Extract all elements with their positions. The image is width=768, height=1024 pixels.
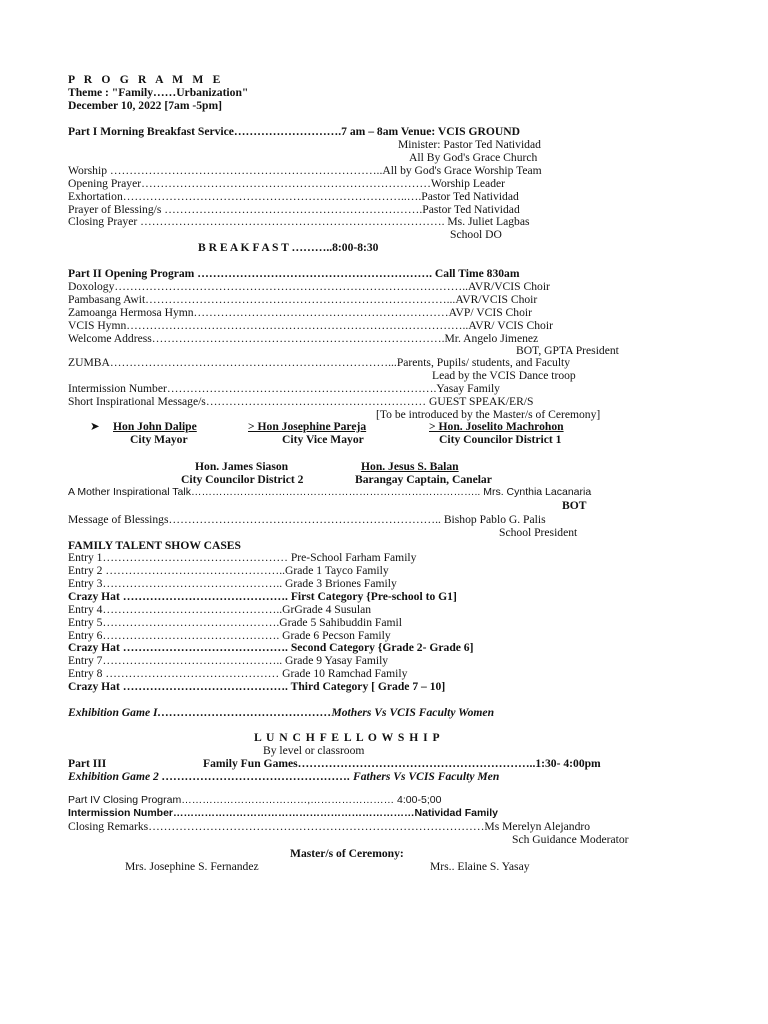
guest-role-2: City Vice Mayor (282, 433, 364, 446)
part2-dance-troop: Lead by the VCIS Dance troop (432, 369, 576, 382)
part1-church: All By God's Grace Church (409, 151, 538, 164)
mc-heading: Master/s of Ceremony: (290, 847, 404, 860)
part2-introduced-note: [To be introduced by the Master/s of Ceremony] (376, 408, 601, 421)
part2-item-doxology: Doxology………………………………………………………………………………..AVR/VCIS Choir (68, 280, 550, 293)
mother-talk-bot: BOT (562, 499, 587, 512)
part2-item-welcome: Welcome Address………………………………………………………………….Mr. Angelo Jimenez (68, 332, 539, 345)
talent-entry-7: Entry 7……………………………………….. Grade 9 Yasay Family (68, 654, 389, 667)
guest-role-5: Barangay Captain, Canelar (355, 473, 492, 486)
part1-item-prayer-blessing: Prayer of Blessing/s ………………………………………………………….Pastor Ted Natividad (68, 203, 520, 216)
guest-name-1: Hon John Dalipe (113, 420, 197, 433)
guest-name-2: > Hon Josephine Pareja (248, 420, 367, 433)
part3-title: Family Fun Games……………………………………………………..1:30- 4:00pm (203, 757, 601, 770)
part1-school-do: School DO (450, 228, 502, 241)
part2-item-hermosa-hymn: Zamoanga Hermosa Hymn…………………………………………………………AVP/ VCIS Choir (68, 306, 532, 319)
crazy-hat-2: Crazy Hat ……………………………………. Second Category {Grade 2- Grade 6] (68, 641, 474, 654)
part4-title: Part IV Closing Program………………………………,…………………… 4:00-5;00 (68, 794, 442, 806)
talent-entry-1: Entry 1………………………………………… Pre-School Farham Family (68, 551, 417, 564)
date-line: December 10, 2022 [7am -5pm] (68, 99, 223, 112)
arrow-bullet-icon: ➤ (90, 420, 100, 433)
mc-name-2: Mrs.. Elaine S. Yasay (430, 860, 530, 873)
lunch-subtitle: By level or classroom (263, 744, 365, 757)
part2-zumba: ZUMBA………………………………………………………………...Parents, Pupils/ students, and Faculty (68, 356, 571, 369)
theme-line: Theme : "Family……Urbanization" (68, 86, 249, 99)
exhibition-game-1: Exhibition Game I………………………………………Mothers Vs VCIS Faculty Women (68, 706, 495, 719)
talent-entry-4: Entry 4………………………………………..GrGrade 4 Susulan (68, 603, 372, 616)
talent-entry-5: Entry 5……………………………………….Grade 5 Sahibuddin Famil (68, 616, 402, 629)
message-of-blessings: Message of Blessings…………………………………………………………….. Bishop Pablo G. Palis (68, 513, 546, 526)
part1-minister: Minister: Pastor Ted Natividad (398, 138, 541, 151)
exhibition-game-2: Exhibition Game 2 …………………………………………. Fathers Vs VCIS Faculty Men (68, 770, 500, 783)
part1-item-worship: Worship ……………………………………………………………..All by God's Grace Worship Team (68, 164, 542, 177)
lunch-heading: L U N C H F E L L O W S H I P (254, 731, 441, 744)
crazy-hat-3: Crazy Hat ……………………………………. Third Category [ Grade 7 – 10] (68, 680, 446, 693)
mc-name-1: Mrs. Josephine S. Fernandez (125, 860, 259, 873)
guest-role-4: City Councilor District 2 (181, 473, 304, 486)
part2-item-vcis-hymn: VCIS Hymn……………………………………………………………………………..AVR/ VCIS Choir (68, 319, 553, 332)
talent-entry-3: Entry 3……………………………………….. Grade 3 Briones Family (68, 577, 397, 590)
part1-item-closing-prayer: Closing Prayer ……………………………………………………………………. Ms. Juliet Lagbas (68, 215, 530, 228)
programme-heading: P R O G R A M M E (68, 73, 224, 86)
part1-item-opening-prayer: Opening Prayer…………………………………………………………………Worship Leader (68, 177, 506, 190)
part1-title: Part I Morning Breakfast Service……………………….7 am – 8am Venue: VCIS GROUND (68, 125, 521, 138)
part2-short-message: Short Inspirational Message/s………………………………………………… GUEST SPEAK/ER/S (68, 395, 534, 408)
part2-bot-gpta: BOT, GPTA President (516, 344, 619, 357)
talent-entry-2: Entry 2 ………………………………………..Grade 1 Tayco Family (68, 564, 389, 577)
talent-entry-8: Entry 8 ……………………………………… Grade 10 Ramchad Family (68, 667, 408, 680)
crazy-hat-1: Crazy Hat ……………………………………. First Category {Pre-school to G1] (68, 590, 457, 603)
guest-name-5: Hon. Jesus S. Balan (361, 460, 459, 473)
part2-intermission: Intermission Number…………………………………………………………….Yasay Family (68, 382, 500, 395)
guest-role-3: City Councilor District 1 (439, 433, 562, 446)
guest-name-3: > Hon. Joselito Machrohon (429, 420, 564, 433)
breakfast-heading: B R E A K F A S T ………..8:00-8:30 (198, 241, 379, 254)
part3-label: Part III (68, 757, 107, 770)
part4-closing-remarks: Closing Remarks……………………………………………………………………………Ms Merelyn Alejandro (68, 820, 591, 833)
part1-item-exhortation: Exhortation………………………………………………………………..….Pastor Ted Natividad (68, 190, 519, 203)
part4-moderator: Sch Guidance Moderator (512, 833, 629, 846)
guest-name-4: Hon. James Siason (195, 460, 289, 473)
talent-entry-6: Entry 6………………………………………. Grade 6 Pecson Family (68, 629, 391, 642)
talent-heading: FAMILY TALENT SHOW CASES (68, 539, 241, 552)
mother-talk: A Mother Inspirational Talk……………………………………………………………………….. Mrs. Cynthia Lacanaria (68, 486, 592, 498)
school-president: School President (499, 526, 578, 539)
part2-title: Part II Opening Program ……………………………………………………. Call Time 830am (68, 267, 520, 280)
guest-role-1: City Mayor (130, 433, 188, 446)
part2-item-pambasang-awit: Pambasang Awit……………………………………………………………………...AVR/VCIS Choir (68, 293, 538, 306)
part4-intermission: Intermission Number……………………………………………………………Natividad Family (68, 807, 498, 819)
